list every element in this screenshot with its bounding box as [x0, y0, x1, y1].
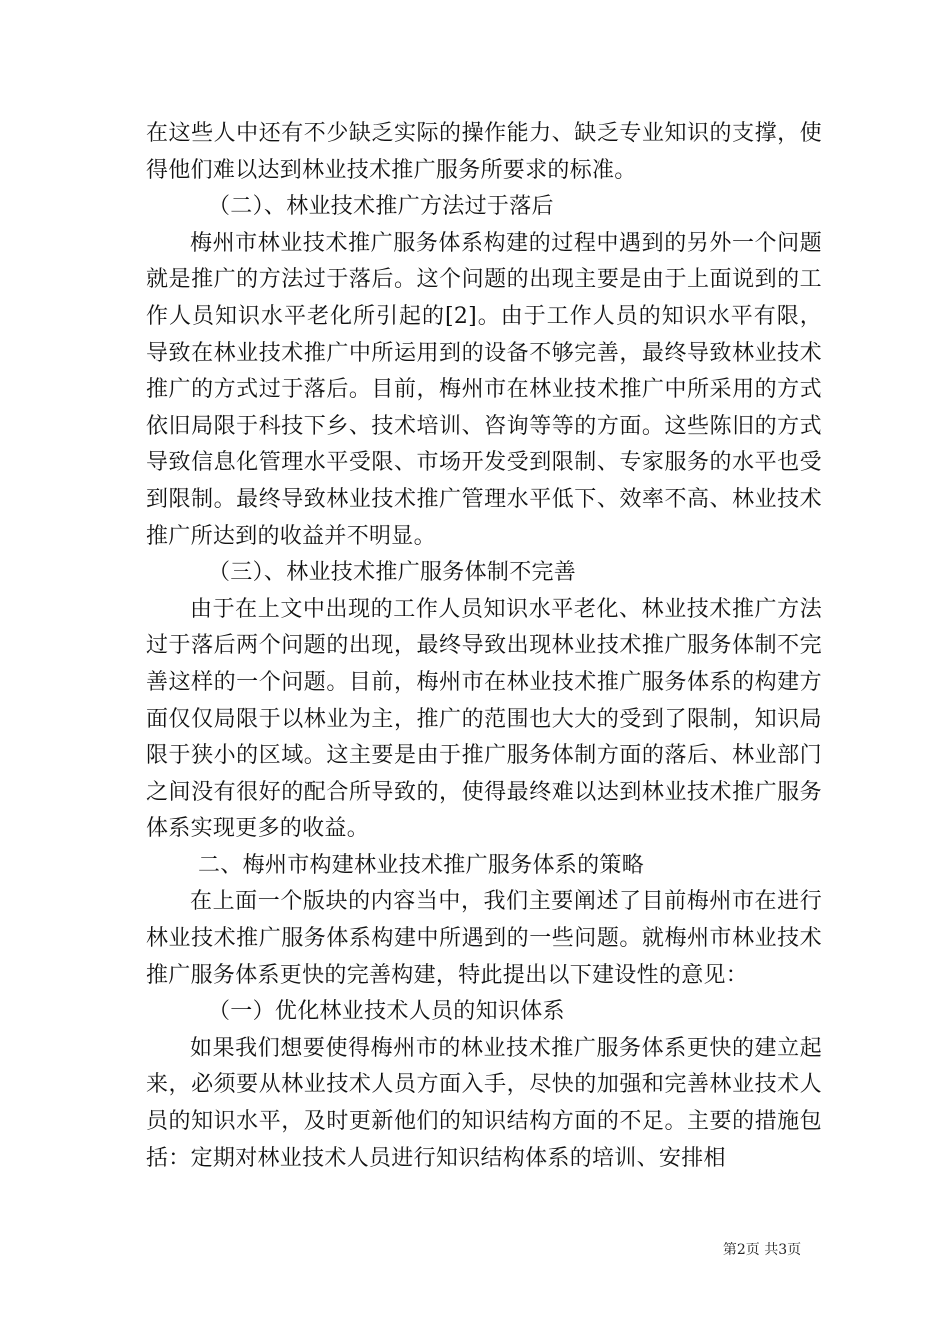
- paragraph-optimize-knowledge: 如果我们想要使得梅州市的林业技术推广服务体系更快的建立起来，必须要从林业技术人员方面入手，尽快的加强和完善林业技术人员的知识水平，及时更新他们的知识结构方面的不足。主要的措施包括：定期对林业技术人员进行知识结构体系的培训、安排相: [146, 1035, 822, 1171]
- paragraph-strategy-intro: 在上面一个版块的内容当中，我们主要阐述了目前梅州市在进行林业技术推广服务体系构建中所遇到的一些问题。就梅州市林业技术推广服务体系更快的完善构建，特此提出以下建设性的意见：: [146, 889, 822, 988]
- section-heading-2: （二）、林业技术推广方法过于落后: [208, 194, 554, 220]
- chapter-heading-2: 二、梅州市构建林业技术推广服务体系的策略: [198, 852, 645, 878]
- document-body: [146, 116, 822, 1177]
- paragraph-method-backward: 梅州市林业技术推广服务体系构建的过程中遇到的另外一个问题就是推广的方法过于落后。这个问题的出现主要是由于上面说到的工作人员知识水平老化所引起的[2]。由于工作人员的知识水平有限，导致在林业技术推广中所运用到的设备不够完善，最终导致林业技术推广的方式过于落后。目前，梅州市在林业技术推广中所采用的方式依旧局限于科技下乡、技术培训、咨询等等的方面。这些陈旧的方式导致信息化管理水平受限、市场开发受到限制、专家服务的水平也受到限制。最终导致林业技术推广管理水平低下、效率不高、林业技术推广所达到的收益并不明显。: [146, 230, 822, 549]
- paragraph-system-imperfect: 由于在上文中出现的工作人员知识水平老化、林业技术推广方法过于落后两个问题的出现，最终导致出现林业技术推广服务体制不完善这样的一个问题。目前，梅州市在林业技术推广服务体系的构建方面仅仅局限于以林业为主，推广的范围也大大的受到了限制，知识局限于狭小的区域。这主要是由于推广服务体制方面的落后、林业部门之间没有很好的配合所导致的，使得最终难以达到林业技术推广服务体系实现更多的收益。: [146, 596, 822, 842]
- section-heading-optimize: （一）优化林业技术人员的知识体系: [208, 999, 565, 1025]
- paragraph-continuation: 在这些人中还有不少缺乏实际的操作能力、缺乏专业知识的支撑，使得他们难以达到林业技术推广服务所要求的标准。: [146, 121, 822, 183]
- page-footer: [0, 1240, 950, 1260]
- page-number: 第2页 共3页: [722, 1242, 802, 1258]
- section-heading-3: （三）、林业技术推广服务体制不完善: [208, 560, 577, 586]
